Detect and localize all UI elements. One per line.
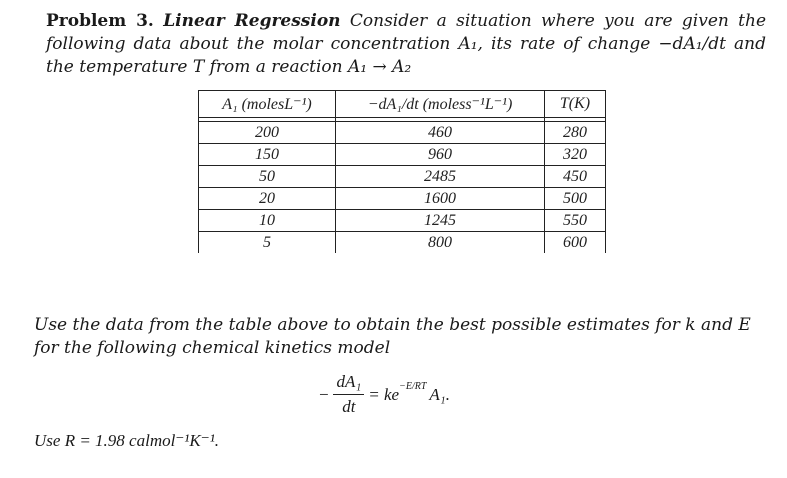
header-rate: −dA₁/dt (moless⁻¹L⁻¹) [336,91,545,118]
task-statement: Use the data from the table above to obtain the best possible estimates for k and E for the following chemical kinetics model [34,315,751,358]
equation-exponent: −E/RT [399,381,427,392]
cell-temperature: 600 [545,232,606,254]
cell-temperature: 320 [545,144,606,166]
cell-concentration: 200 [199,122,336,144]
equation-minus: − [318,384,330,404]
table-row [199,144,606,166]
table-row [199,188,606,210]
problem-topic: Linear Regression [163,11,341,31]
kinetics-equation [318,372,450,417]
data-table [198,90,606,253]
cell-rate: 1600 [336,188,545,210]
problem-intro-text: Consider a situation where you are given the following data about the molar concentration A₁, its rate of change −dA₁/dt and the temperature T from a reaction A₁ → A₂ [46,11,767,77]
equation-rhs-suffix: A₁. [429,384,450,404]
equation-denominator: dt [342,397,356,416]
cell-rate: 960 [336,144,545,166]
cell-rate: 800 [336,232,545,254]
cell-concentration: 20 [199,188,336,210]
cell-concentration: 150 [199,144,336,166]
gas-constant-note: Use R = 1.98 calmol⁻¹K⁻¹. [34,431,220,450]
table-row [199,122,606,144]
problem-statement [46,10,766,79]
cell-rate: 2485 [336,166,545,188]
cell-concentration: 10 [199,210,336,232]
cell-rate: 1245 [336,210,545,232]
table-header-row [199,91,606,118]
header-temperature: T(K) [545,91,606,118]
problem-label: Problem 3. [46,11,154,31]
table-row [199,166,606,188]
cell-rate: 460 [336,122,545,144]
table-row [199,210,606,232]
cell-temperature: 550 [545,210,606,232]
cell-temperature: 500 [545,188,606,210]
cell-concentration: 50 [199,166,336,188]
header-concentration: A₁ (molesL⁻¹) [199,91,336,118]
table-row [199,232,606,254]
equation-fraction [333,372,364,417]
cell-temperature: 450 [545,166,606,188]
cell-temperature: 280 [545,122,606,144]
equation-numerator: dA₁ [333,372,364,395]
equation-rhs-prefix: = ke [368,384,400,404]
cell-concentration: 5 [199,232,336,254]
